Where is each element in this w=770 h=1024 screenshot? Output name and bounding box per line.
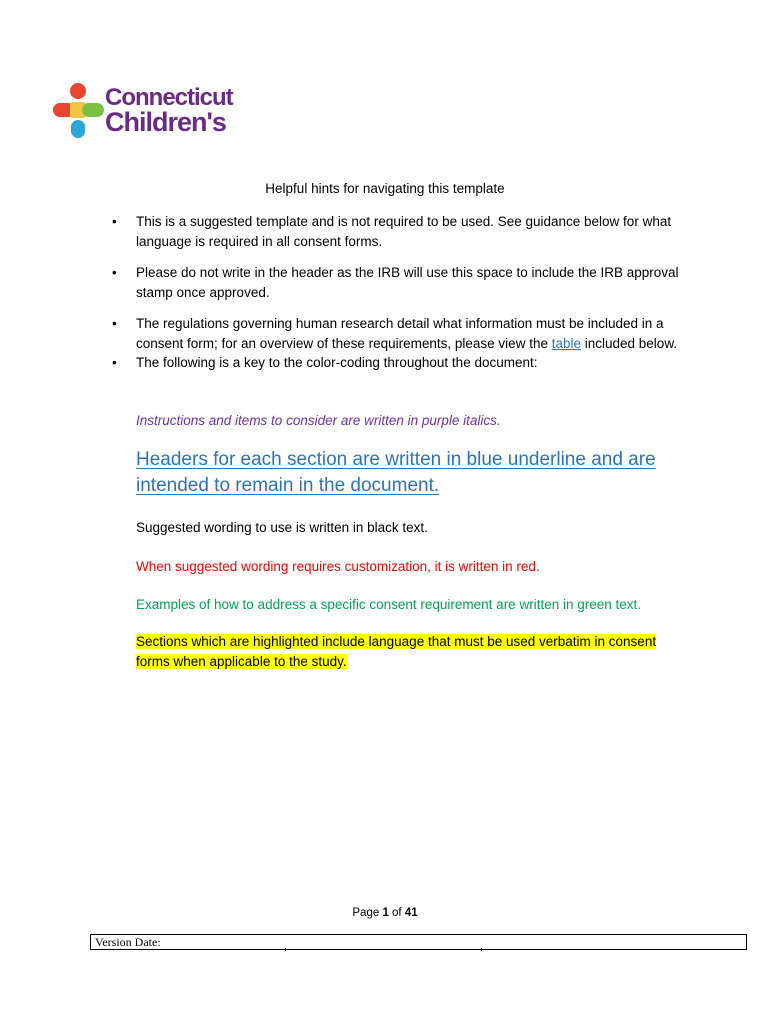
hints-title: Helpful hints for navigating this template [265, 181, 505, 196]
bullet-text: The following is a key to the color-coding throughout the document: [136, 355, 538, 370]
divider [285, 948, 286, 951]
logo-line-1: Connecticut [105, 84, 233, 111]
bullet-text: The regulations governing human research detail what information must be included in a consent form; for an overview of these requirements, please view the [136, 316, 664, 351]
list-item [108, 314, 688, 353]
list-item [108, 212, 688, 251]
logo-mark-icon [52, 82, 104, 138]
key-blue-headers: Headers for each section are written in blue underline and are intended to remain in the document. [136, 449, 656, 496]
page-total: 41 [404, 907, 418, 919]
bullet-icon: • [112, 355, 117, 370]
bullet-icon: • [112, 214, 117, 229]
divider [481, 948, 482, 951]
bullet-text-after: included below. [581, 335, 678, 351]
highlighted-text: Sections which are highlighted include language that must be used verbatim in consent forms when applicable to the study. [136, 634, 657, 669]
connecticut-childrens-logo [52, 82, 252, 140]
table-link[interactable]: table [551, 335, 581, 351]
list-item [108, 263, 688, 302]
page-current: 1 [382, 907, 389, 919]
logo-line-2: Children's [105, 107, 226, 137]
logo-wordmark [105, 85, 255, 135]
bullet-icon: • [112, 265, 117, 280]
key-green-examples: Examples of how to address a specific consent requirement are written in green text. [136, 597, 642, 612]
page-of: of [388, 907, 405, 919]
key-yellow-verbatim [136, 632, 681, 671]
hints-bullet-list [108, 212, 688, 373]
version-date-box [90, 934, 747, 950]
bullet-text: This is a suggested template and is not required to be used. See guidance below for what language is required in all consent forms. [136, 214, 672, 249]
key-purple-instructions: Instructions and items to consider are written in purple italics. [136, 413, 501, 428]
bullet-icon: • [112, 316, 117, 331]
list-item [108, 353, 688, 373]
page-prefix: Page [352, 907, 383, 919]
key-black-wording: Suggested wording to use is written in black text. [136, 520, 428, 535]
page-number [0, 907, 770, 919]
bullet-text: Please do not write in the header as the IRB will use this space to include the IRB approval stamp once approved. [136, 265, 679, 300]
key-red-customization: When suggested wording requires customization, it is written in red. [136, 559, 540, 574]
version-date-label: Version Date: [95, 935, 161, 949]
